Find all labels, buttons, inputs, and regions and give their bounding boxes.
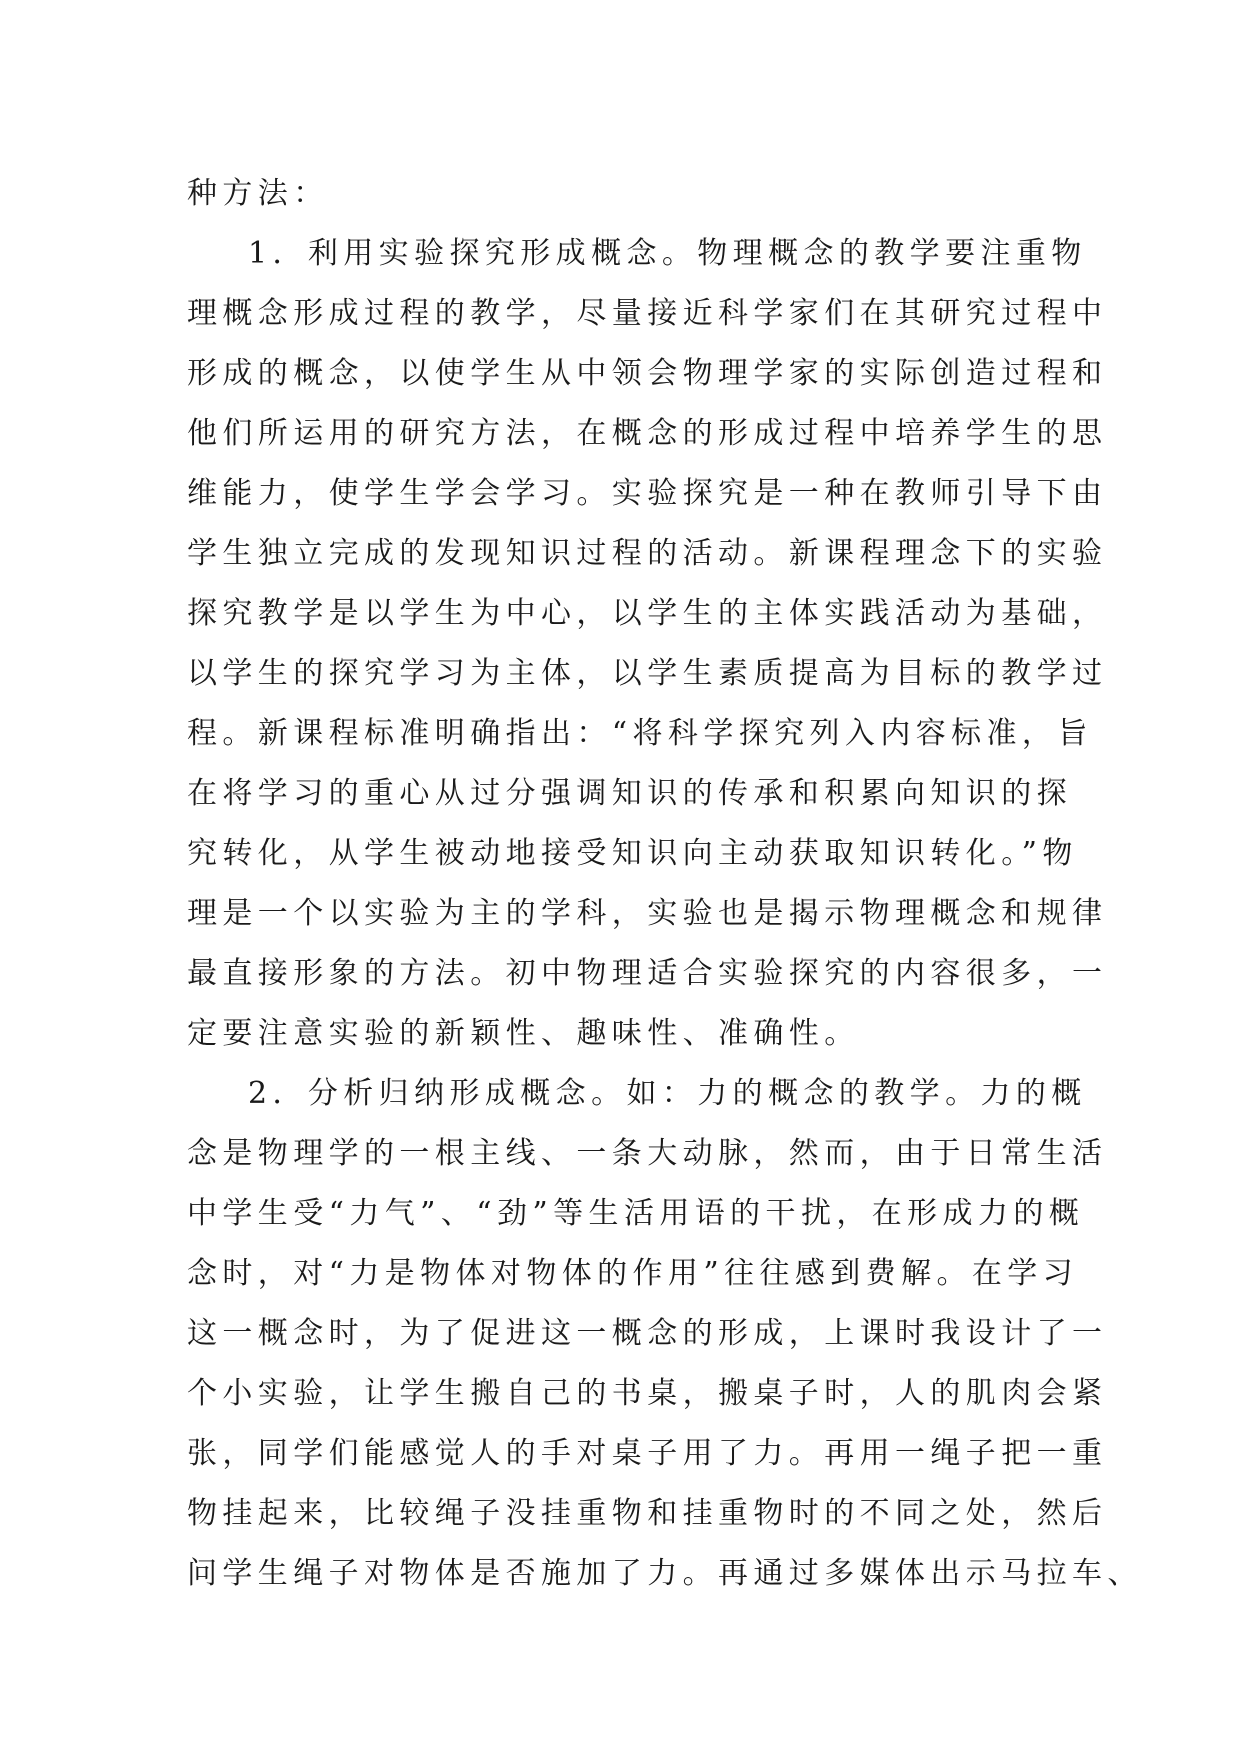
- text-line: 理概念形成过程的教学，尽量接近科学家们在其研究过程中: [187, 296, 1108, 331]
- text-line: 这一概念时，为了促进这一概念的形成，上课时我设计了一: [187, 1316, 1108, 1351]
- text-line: 念时，对“力是物体对物体的作用”往往感到费解。在学习: [187, 1256, 1079, 1291]
- text-line: 念是物理学的一根主线、一条大动脉，然而，由于日常生活: [187, 1136, 1108, 1171]
- text-line: 个小实验，让学生搬自己的书桌，搬桌子时，人的肌肉会紧: [187, 1376, 1108, 1411]
- text-line: 物挂起来，比较绳子没挂重物和挂重物时的不同之处，然后: [187, 1496, 1108, 1531]
- text-line: 种方法：: [187, 176, 329, 211]
- text-line: 学生独立完成的发现知识过程的活动。新课程理念下的实验: [187, 536, 1108, 571]
- text-line: 问学生绳子对物体是否施加了力。再通过多媒体出示马拉车、: [187, 1556, 1143, 1591]
- text-line: 最直接形象的方法。初中物理适合实验探究的内容很多，一: [187, 956, 1108, 991]
- text-line: 他们所运用的研究方法，在概念的形成过程中培养学生的思: [187, 416, 1108, 451]
- text-line: 定要注意实验的新颖性、趣味性、准确性。: [187, 1016, 860, 1051]
- text-line: 维能力，使学生学会学习。实验探究是一种在教师引导下由: [187, 476, 1108, 511]
- text-line: 中学生受“力气”、“劲”等生活用语的干扰，在形成力的概: [187, 1196, 1085, 1231]
- paragraph-2-first-line: 2．分析归纳形成概念。如：力的概念的教学。力的概: [248, 1076, 1087, 1111]
- text-line: 理是一个以实验为主的学科，实验也是揭示物理概念和规律: [187, 896, 1108, 931]
- text-line: 形成的概念，以使学生从中领会物理学家的实际创造过程和: [187, 356, 1108, 391]
- text-line: 程。新课程标准明确指出：“将科学探究列入内容标准，旨: [187, 716, 1093, 751]
- text-line: 探究教学是以学生为中心，以学生的主体实践活动为基础，: [187, 596, 1108, 631]
- text-line: 张，同学们能感觉人的手对桌子用了力。再用一绳子把一重: [187, 1436, 1108, 1471]
- text-line: 究转化，从学生被动地接受知识向主动获取知识转化。”物: [187, 836, 1078, 871]
- text-line: 在将学习的重心从过分强调知识的传承和积累向知识的探: [187, 776, 1072, 811]
- text-line: 以学生的探究学习为主体，以学生素质提高为目标的教学过: [187, 656, 1108, 691]
- paragraph-1-first-line: 1．利用实验探究形成概念。物理概念的教学要注重物: [248, 236, 1087, 271]
